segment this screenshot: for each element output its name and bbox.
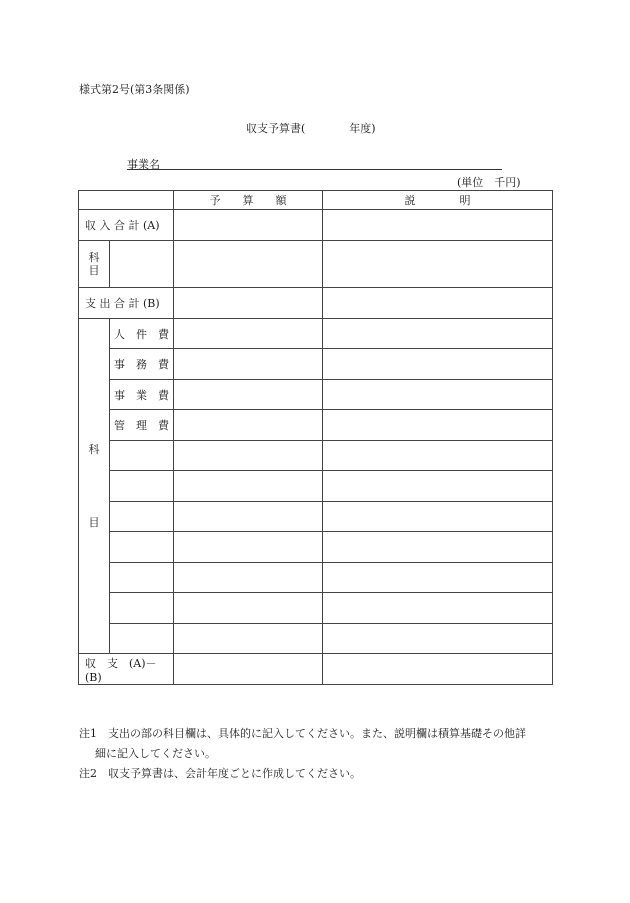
expense-amount[interactable] [174,349,323,380]
expense-amount[interactable] [174,441,323,471]
expense-row [79,502,553,532]
expense-amount[interactable] [174,593,323,624]
expense-item-blank[interactable] [110,624,174,654]
expense-explanation[interactable] [323,624,553,654]
expense-row [79,593,553,624]
expense-subject-bottom: 目 [88,516,100,529]
balance-row [79,654,553,685]
income-total-amount[interactable] [174,210,323,241]
header-row [79,191,553,210]
income-total-label: 収 入 合 計 (A) [79,210,174,241]
notes [79,724,526,784]
expense-item-management: 管 理 費 [110,410,174,441]
balance-amount[interactable] [174,654,323,685]
expense-row [79,532,553,563]
expense-total-row [79,288,553,319]
expense-item-blank[interactable] [110,532,174,563]
note-1-continued: 細に記入してください。 [95,747,216,760]
income-subject-text: 科 目 [88,251,100,277]
expense-item-blank[interactable] [110,502,174,532]
expense-item-business: 事 業 費 [110,380,174,410]
expense-row [79,349,553,380]
expense-explanation[interactable] [323,532,553,563]
income-subject-label [79,241,110,288]
expense-amount[interactable] [174,624,323,654]
expense-row [79,624,553,654]
expense-item-blank[interactable] [110,563,174,593]
project-name-line[interactable] [127,169,502,170]
expense-explanation[interactable] [323,410,553,441]
note-2: 注2 収支予算書は、会計年度ごとに作成してください。 [79,767,361,780]
expense-subject-top: 科 [88,443,100,456]
document-title: 収支予算書( 年度) [246,122,376,135]
expense-amount[interactable] [174,319,323,349]
income-subject-amount[interactable] [174,241,323,288]
expense-item-blank[interactable] [110,471,174,502]
expense-amount[interactable] [174,410,323,441]
expense-explanation[interactable] [323,349,553,380]
income-total-explanation[interactable] [323,210,553,241]
expense-row [79,380,553,410]
expense-item-office: 事 務 費 [110,349,174,380]
expense-explanation[interactable] [323,563,553,593]
expense-total-amount[interactable] [174,288,323,319]
income-total-row [79,210,553,241]
header-amount: 予 算 額 [174,191,323,210]
expense-row [79,471,553,502]
expense-explanation[interactable] [323,471,553,502]
expense-amount[interactable] [174,380,323,410]
expense-total-explanation[interactable] [323,288,553,319]
expense-row [79,441,553,471]
income-subject-row [79,241,553,288]
form-number: 様式第2号(第3条関係) [79,83,190,96]
project-name-label: 事業名 [127,158,160,171]
expense-item-personnel: 人 件 費 [110,319,174,349]
income-subject-explanation[interactable] [323,241,553,288]
expense-item-blank[interactable] [110,593,174,624]
expense-explanation[interactable] [323,441,553,471]
expense-row [79,319,553,349]
header-blank-cell [79,191,174,210]
budget-table [78,190,553,685]
balance-label: 収 支 (A)－(B) [79,654,174,685]
expense-explanation[interactable] [323,502,553,532]
expense-subject-label [79,319,110,654]
income-subject-name[interactable] [110,241,174,288]
expense-explanation[interactable] [323,380,553,410]
header-explanation: 説 明 [323,191,553,210]
expense-total-label: 支 出 合 計 (B) [79,288,174,319]
expense-explanation[interactable] [323,319,553,349]
expense-explanation[interactable] [323,593,553,624]
expense-item-blank[interactable] [110,441,174,471]
expense-amount[interactable] [174,532,323,563]
balance-explanation[interactable] [323,654,553,685]
expense-amount[interactable] [174,502,323,532]
expense-amount[interactable] [174,563,323,593]
expense-amount[interactable] [174,471,323,502]
expense-row [79,563,553,593]
expense-row [79,410,553,441]
note-1: 注1 支出の部の科目欄は、具体的に記入してください。また、説明欄は積算基礎その他詳 [79,727,526,740]
unit-label: (単位 千円) [457,176,521,189]
